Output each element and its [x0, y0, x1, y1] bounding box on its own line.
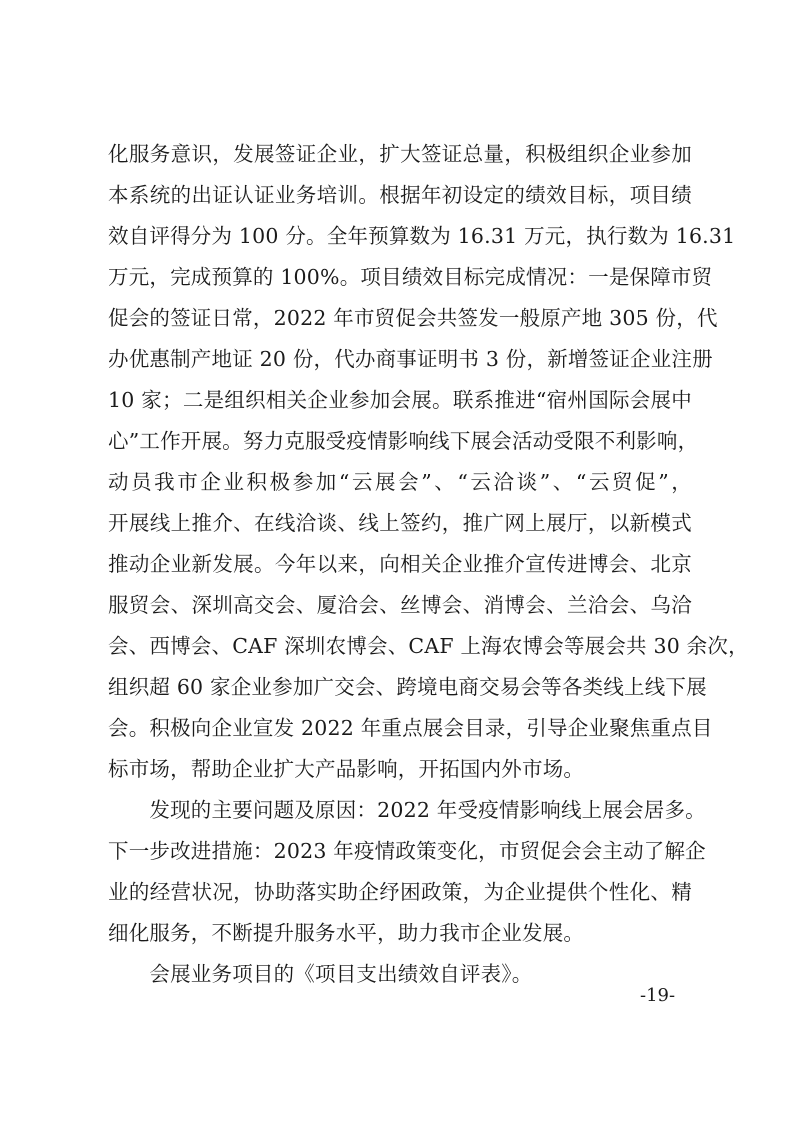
paragraph-line: 发现的主要问题及原因：2022 年受疫情影响线上展会居多。	[108, 798, 706, 822]
paragraph-line: 推动企业新发展。今年以来，向相关企业推介宣传进博会、北京	[108, 552, 692, 576]
paragraph-line: 本系统的出证认证业务培训。根据年初设定的绩效目标，项目绩	[108, 183, 692, 207]
paragraph-line: 动员我市企业积极参加“云展会”、“云洽谈”、“云贸促”，	[108, 470, 692, 494]
paragraph-line: 会展业务项目的《项目支出绩效自评表》。	[108, 962, 533, 986]
paragraph-line: 细化服务，不断提升服务水平，助力我市企业发展。	[108, 921, 585, 945]
paragraph-line: 化服务意识，发展签证企业，扩大签证总量，积极组织企业参加	[108, 142, 692, 166]
paragraph-line: 下一步改进措施：2023 年疫情政策变化，市贸促会会主动了解企	[108, 839, 706, 863]
paragraph-line: 效自评得分为 100 分。全年预算数为 16.31 万元，执行数为 16.31	[108, 224, 736, 248]
paragraph-line: 标市场，帮助企业扩大产品影响，开拓国内外市场。	[108, 757, 585, 781]
paragraph-line: 开展线上推介、在线洽谈、线上签约，推广网上展厅，以新模式	[108, 511, 692, 535]
paragraph-line: 会。积极向企业宣发 2022 年重点展会目录，引导企业聚焦重点目	[108, 716, 713, 740]
paragraph-line: 业的经营状况，协助落实助企纾困政策，为企业提供个性化、精	[108, 880, 692, 904]
paragraph-line: 心”工作开展。努力克服受疫情影响线下展会活动受限不利影响，	[108, 429, 699, 453]
paragraph-line: 服贸会、深圳高交会、厦洽会、丝博会、消博会、兰洽会、乌洽	[108, 593, 692, 617]
paragraph-line: 万元，完成预算的 100%。项目绩效目标完成情况：一是保障市贸	[108, 265, 713, 289]
paragraph-line: 办优惠制产地证 20 份，代办商事证明书 3 份，新增签证企业注册	[108, 347, 713, 371]
paragraph-line: 促会的签证日常，2022 年市贸促会共签发一般原产地 305 份，代	[108, 306, 718, 330]
page-number: -19-	[640, 985, 676, 1006]
paragraph-line: 会、西博会、CAF 深圳农博会、CAF 上海农博会等展会共 30 余次，	[108, 634, 749, 658]
paragraph-line: 10 家；二是组织相关企业参加会展。联系推进“宿州国际会展中	[108, 388, 692, 412]
paragraph-line: 组织超 60 家企业参加广交会、跨境电商交易会等各类线上线下展	[108, 675, 707, 699]
